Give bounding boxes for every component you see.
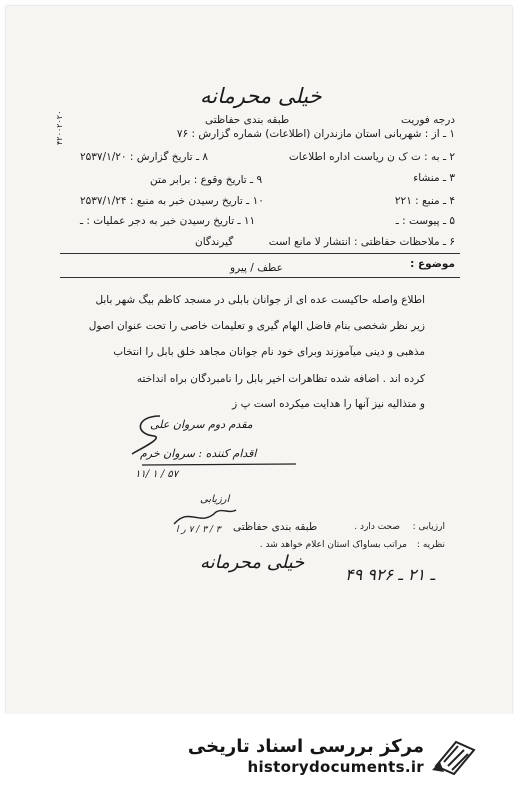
- footer-classification-label: طبقه بندی حفاظتی: [233, 521, 318, 533]
- file-number: ۴۹ ـ ۲۱ ـ ۹۲۶: [345, 565, 435, 584]
- evaluation-value: صحت دارد .: [354, 522, 400, 532]
- site-url: historydocuments.ir: [247, 758, 424, 776]
- org-name: مرکز بررسی اسناد تاریخی: [187, 736, 424, 757]
- document-logo-icon: [430, 736, 478, 776]
- subject-rule: [60, 253, 460, 254]
- field-security-notes: ۶ ـ ملاحظات حفاظتی : انتشار لا مانع است: [268, 236, 455, 248]
- body-line: کرده اند . اضافه شده تظاهرات اخیر بابل را نامبردگان براه انداخته: [136, 373, 425, 385]
- field-to: ۲ ـ به : ت ک ن ریاست اداره اطلاعات: [288, 151, 455, 163]
- document-page: [6, 6, 512, 714]
- body-line: اطلاع واصله حاکیست عده ای از جوانان بابلی در مسجد کاظم بیگ شهر بابل: [95, 294, 425, 306]
- field-received-date: ۱۰ ـ تاریخ رسیدن خبر به منبع : ۲۵۳۷/۱/۲۴: [80, 195, 264, 207]
- signature-name: ارزیابی: [200, 494, 230, 505]
- field-from: ۱ ـ از : شهربانی استان مازندران (اطلاعات) شماره گزارش : ۷۶: [176, 128, 455, 140]
- footer-classification-handwritten: خیلی محرمانه: [200, 552, 305, 573]
- handwritten-date: ۱۱/ ۱ / ۵۷: [135, 469, 179, 480]
- evaluation-label: ارزیابی :: [412, 522, 445, 532]
- handwritten-note: مقدم دوم سروان علی: [150, 418, 253, 431]
- field-attachment: ۵ ـ پیوست : ـ: [395, 215, 455, 227]
- subject-rule-bottom: [60, 277, 460, 278]
- subject-value: عطف / پیرو: [230, 262, 283, 274]
- field-source-origin: ۳ ـ منشاء: [413, 172, 455, 184]
- field-event-date: ۹ ـ تاریخ وقوع : برابر متن: [150, 174, 263, 186]
- body-line: مذهبی و دینی میآموزند وبرای خود نام جوانان مجاهد خلق بابل را انتخاب: [113, 346, 425, 358]
- field-report-date: ۸ ـ تاریخ گزارش : ۲۵۳۷/۱/۲۰: [80, 151, 208, 163]
- signature-note: ۳ / ۳ / ۷ ر ا: [176, 525, 221, 535]
- classification-label: طبقه بندی حفاظتی: [205, 114, 290, 126]
- subject-label: موضوع :: [410, 258, 455, 270]
- field-unit-date: ۱۱ ـ تاریخ رسیدن خبر به دجر عملیات : ـ: [80, 215, 256, 227]
- opinion-label: نظریه :: [416, 540, 445, 550]
- opinion-value: مراتب بساواک استان اعلام خواهد شد .: [259, 540, 407, 550]
- handwritten-action: اقدام کننده : سروان خرم: [140, 447, 257, 460]
- underline-stroke: [140, 461, 300, 469]
- body-line: و متذالیه نیز آنها را هدایت میکرده است پ ز: [232, 398, 425, 410]
- field-recipients: گیرندگان: [195, 236, 234, 248]
- classification-handwritten: خیلی محرمانه: [200, 84, 322, 108]
- field-source: ۴ ـ منبع : ۲۲۱: [394, 195, 455, 207]
- priority-label: درجه فوریت: [401, 114, 455, 126]
- margin-number: ۴۲۰۰۲۰۲۰: [55, 110, 64, 145]
- body-line: زیر نظر شخصی بنام فاضل الهام گیری و تعلیمات خاصی را تحت عنوان اصول: [88, 320, 425, 332]
